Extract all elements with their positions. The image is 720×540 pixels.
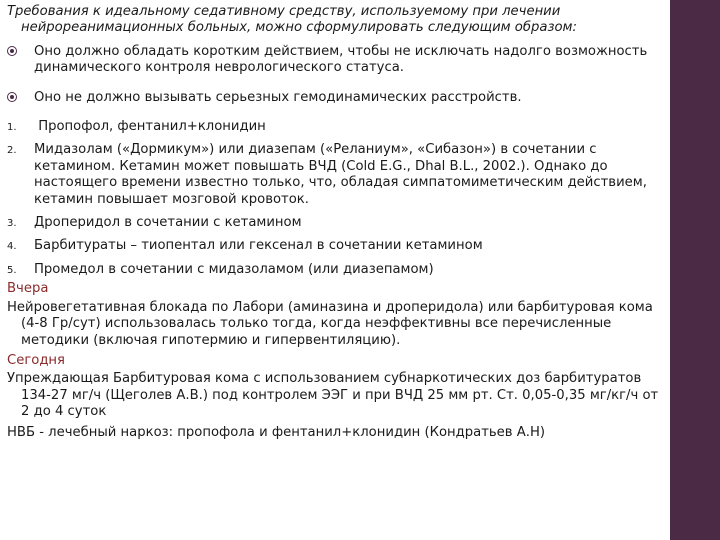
today-text: Упреждающая Барбитуровая кома с использованием субнаркотических доз барбитуратов 134-27 мг/ч (Щеголев А.В.) под контролем ЭЭГ и при ВЧД 25 мм рт. Ст. 0,05-0,35 мг/кг/ч от 2 до 4 суток	[7, 371, 659, 420]
slide-content	[7, 4, 662, 445]
nvb-text: НВБ - лечебный наркоз: пропофола и фентанил+клонидин (Кондратьев А.Н)	[7, 424, 546, 440]
item-text: Барбитураты – тиопентал или гексенал в сочетании кетамином	[34, 238, 483, 254]
bullet-text: Оно должно обладать коротким действием, чтобы не исключать надолго возможность динамического контроля неврологического статуса.	[34, 43, 648, 76]
slide-sidebar	[670, 0, 720, 540]
item-text: Промедол в сочетании с мидазоламом (или диазепамом)	[34, 261, 434, 277]
today-heading: Сегодня	[7, 352, 65, 368]
circle-bullet-icon	[7, 92, 17, 102]
intro-text: Требования к идеальному седативному средству, используемому при лечении нейрореанимационных больных, можно сформулировать следующим образом:	[7, 4, 577, 36]
bullet-item	[7, 90, 662, 106]
bullet-text: Оно не должно вызывать серьезных гемодинамических расстройств.	[34, 89, 522, 105]
item-text: Пропофол, фентанил+клонидин	[34, 119, 266, 135]
numbered-item	[7, 119, 662, 135]
numbered-item	[7, 262, 662, 278]
yesterday-text: Нейровегетативная блокада по Лабори (аминазина и дроперидола) или барбитуровая кома (4-8 Гр/сут) использовалась только тогда, когда неэффективны все перечисленные методики (включая гипотермию и гипервентиляцию).	[7, 299, 653, 348]
yesterday-heading: Вчера	[7, 281, 49, 297]
item-text: Дроперидол в сочетании с кетамином	[34, 215, 302, 231]
circle-bullet-icon	[7, 46, 17, 56]
item-number: 3.	[7, 218, 17, 230]
item-text: Мидазолам («Дормикум») или диазепам («Реланиум», «Сибазон») в сочетании с кетамином. Кетамин может повышать ВЧД (Cold E.G., Dhal B.L., 2002.). Однако до настоящего времени известно только, что, обладая симпатомиметическим действием, кетамин повышает мозговой кровоток.	[34, 142, 647, 207]
numbered-item	[7, 142, 662, 208]
numbered-item	[7, 238, 662, 254]
item-number: 1.	[7, 122, 17, 134]
numbered-item	[7, 215, 662, 231]
item-number: 5.	[7, 264, 17, 276]
bullet-item	[7, 44, 662, 77]
item-number: 4.	[7, 241, 17, 253]
item-number: 2.	[7, 145, 17, 157]
